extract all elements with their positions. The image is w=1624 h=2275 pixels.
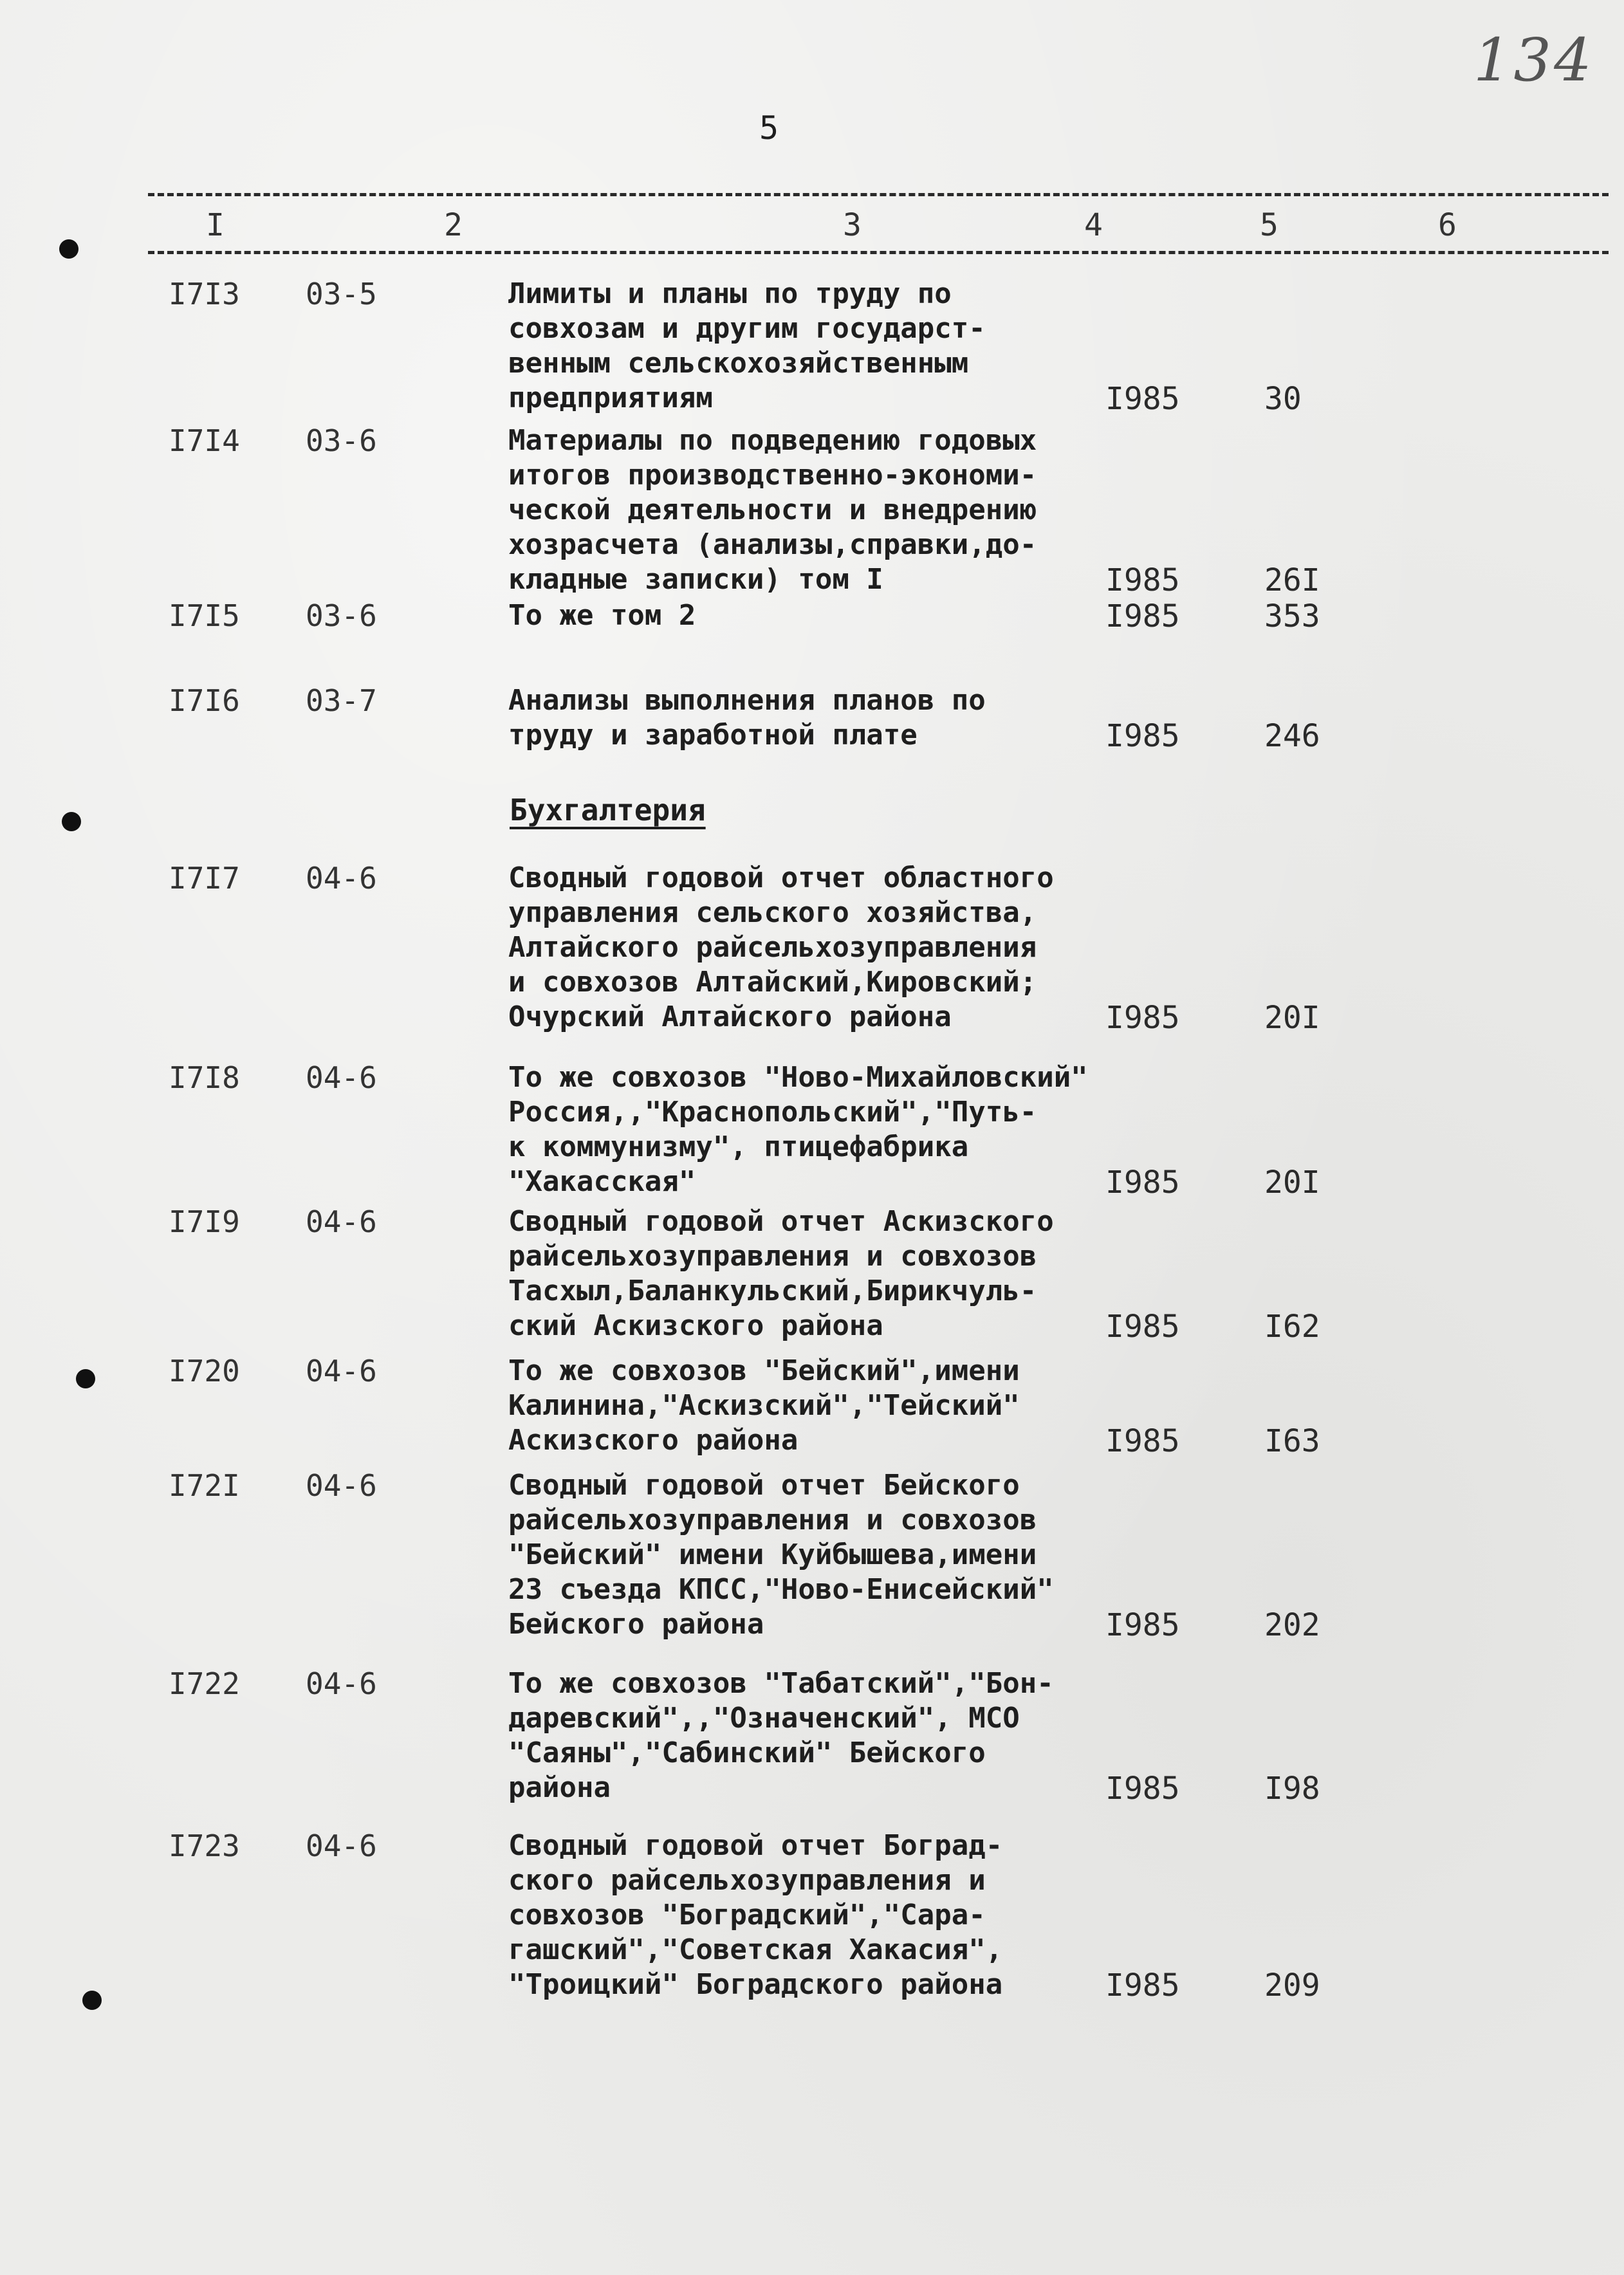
index-code: 04-6 (306, 1828, 377, 1863)
handwritten-sheet-number: 134 (1473, 26, 1594, 95)
item-title (508, 1666, 1139, 1805)
item-title-line: 23 съезда КПСС,"Ново-Енисейский" (508, 1573, 1054, 1606)
item-title-line: "Бейский" имени Куйбышева,имени (508, 1538, 1037, 1571)
item-year: I985 (1105, 1309, 1180, 1345)
column-header-5: 5 (1260, 207, 1278, 243)
index-code: 03-7 (306, 683, 377, 718)
item-title-line: райсельхозуправления и совхозов (508, 1240, 1037, 1273)
item-year: I985 (1105, 1423, 1180, 1459)
column-header-6: 6 (1438, 207, 1457, 243)
item-title-line: Материалы по подведению годовых (508, 424, 1037, 457)
index-code: 03-5 (306, 277, 377, 311)
item-title-line: Алтайского райсельхозуправления (508, 931, 1037, 964)
item-number: I7I4 (169, 423, 240, 458)
item-title-line: совхозам и другим государст- (508, 312, 986, 345)
index-code: 04-6 (306, 861, 377, 896)
item-title-line: "Хакасская" (508, 1165, 696, 1198)
item-title-line: То же совхозов "Бейский",имени (508, 1354, 1020, 1387)
item-sheet-count: 20I (1264, 1000, 1320, 1036)
item-title-line: венным сельскохозяйственным (508, 347, 969, 380)
item-title-line: "Саяны","Сабинский" Бейского (508, 1736, 986, 1769)
item-title-line: ского райсельхозуправления и (508, 1864, 986, 1897)
item-sheet-count: I63 (1264, 1423, 1320, 1459)
item-year: I985 (1105, 381, 1180, 417)
item-title-line: предприятиям (508, 382, 713, 414)
item-title (508, 1828, 1139, 2002)
item-title-line: Аскизского района (508, 1424, 798, 1457)
item-sheet-count: 202 (1264, 1607, 1320, 1643)
item-title-line: ческой деятельности и внедрению (508, 493, 1037, 526)
index-code: 03-6 (306, 423, 377, 458)
item-title-line: хозрасчета (анализы,справки,до- (508, 528, 1037, 561)
item-title (508, 683, 1139, 753)
item-title-line: То же том 2 (508, 599, 696, 632)
item-title-line: совхозов "Боградский","Сара- (508, 1899, 986, 1931)
item-title-line: труду и заработной плате (508, 719, 918, 751)
item-year: I985 (1105, 1967, 1180, 2003)
item-title-line: района (508, 1771, 611, 1804)
index-code: 04-6 (306, 1204, 377, 1239)
item-title-line: ский Аскизского района (508, 1309, 883, 1342)
item-sheet-count: 353 (1264, 598, 1320, 634)
item-year: I985 (1105, 1771, 1180, 1807)
item-sheet-count: I98 (1264, 1771, 1320, 1807)
column-header-4: 4 (1084, 207, 1103, 243)
item-title (508, 1354, 1139, 1458)
section-heading-accounting: Бухгалтерия (510, 793, 706, 827)
item-title (508, 277, 1139, 416)
item-title-line: Анализы выполнения планов по (508, 684, 986, 717)
index-code: 04-6 (306, 1060, 377, 1095)
item-sheet-count: 246 (1264, 718, 1320, 754)
item-number: I7I3 (169, 277, 240, 311)
item-number: I723 (169, 1828, 240, 1863)
item-sheet-count: 30 (1264, 381, 1302, 417)
item-title-line: Очурский Алтайского района (508, 1000, 952, 1033)
punch-hole (62, 812, 81, 831)
item-number: I7I5 (169, 598, 240, 633)
item-year: I985 (1105, 718, 1180, 754)
item-title-line: Россия,,"Краснопольский","Путь- (508, 1096, 1037, 1128)
column-header-2: 2 (444, 207, 463, 243)
item-title-line: кладные записки) том I (508, 563, 883, 596)
item-title-line: к коммунизму", птицефабрика (508, 1130, 969, 1163)
item-title-line: райсельхозуправления и совхозов (508, 1504, 1037, 1536)
item-title (508, 1468, 1139, 1642)
item-title-line: Сводный годовой отчет Боград- (508, 1829, 1003, 1862)
punch-hole (76, 1369, 95, 1388)
item-title (508, 1060, 1139, 1199)
item-title-line: "Троицкий" Боградского района (508, 1968, 1003, 2001)
item-number: I722 (169, 1666, 240, 1701)
table-top-rule (148, 193, 1609, 196)
item-number: I72I (169, 1468, 240, 1503)
item-sheet-count: I62 (1264, 1309, 1320, 1345)
item-title-line: Тасхыл,Баланкульский,Бирикчуль- (508, 1275, 1037, 1307)
item-title-line: Сводный годовой отчет Аскизского (508, 1205, 1054, 1238)
item-title-line: и совхозов Алтайский,Кировский; (508, 966, 1037, 999)
item-number: I7I6 (169, 683, 240, 718)
item-year: I985 (1105, 1607, 1180, 1643)
punch-hole (59, 239, 78, 259)
item-title (508, 861, 1139, 1035)
item-title-line: Сводный годовой отчет областного (508, 861, 1054, 894)
item-title-line: итогов производственно-экономи- (508, 459, 1037, 492)
item-sheet-count: 209 (1264, 1967, 1320, 2003)
item-title-line: То же совхозов "Ново-Михайловский" (508, 1061, 1088, 1094)
item-title-line: Лимиты и планы по труду по (508, 277, 952, 310)
item-number: I7I7 (169, 861, 240, 896)
item-year: I985 (1105, 1165, 1180, 1201)
item-title-line: управления сельского хозяйства, (508, 896, 1037, 929)
page-number: 5 (759, 109, 779, 147)
item-sheet-count: 20I (1264, 1165, 1320, 1201)
column-header-3: 3 (843, 207, 862, 243)
item-year: I985 (1105, 562, 1180, 598)
index-code: 04-6 (306, 1468, 377, 1503)
item-title-line: Калинина,"Аскизский","Тейский" (508, 1389, 1020, 1422)
item-title (508, 598, 1139, 633)
item-title-line: То же совхозов "Табатский","Бон- (508, 1667, 1054, 1700)
index-code: 04-6 (306, 1354, 377, 1388)
item-number: I7I9 (169, 1204, 240, 1239)
item-number: I7I8 (169, 1060, 240, 1095)
item-title-line: Бейского района (508, 1608, 764, 1641)
punch-hole (82, 1991, 102, 2010)
index-code: 04-6 (306, 1666, 377, 1701)
item-title (508, 1204, 1139, 1343)
item-title-line: Сводный годовой отчет Бейского (508, 1469, 1020, 1502)
column-header-1: I (206, 207, 225, 243)
item-number: I720 (169, 1354, 240, 1388)
item-title-line: гашский","Советская Хакасия", (508, 1933, 1003, 1966)
item-year: I985 (1105, 1000, 1180, 1036)
table-header-rule (148, 251, 1609, 254)
index-code: 03-6 (306, 598, 377, 633)
item-title (508, 423, 1139, 597)
item-year: I985 (1105, 598, 1180, 634)
item-title-line: даревский",,"Означенский", МСО (508, 1702, 1020, 1735)
item-sheet-count: 26I (1264, 562, 1320, 598)
